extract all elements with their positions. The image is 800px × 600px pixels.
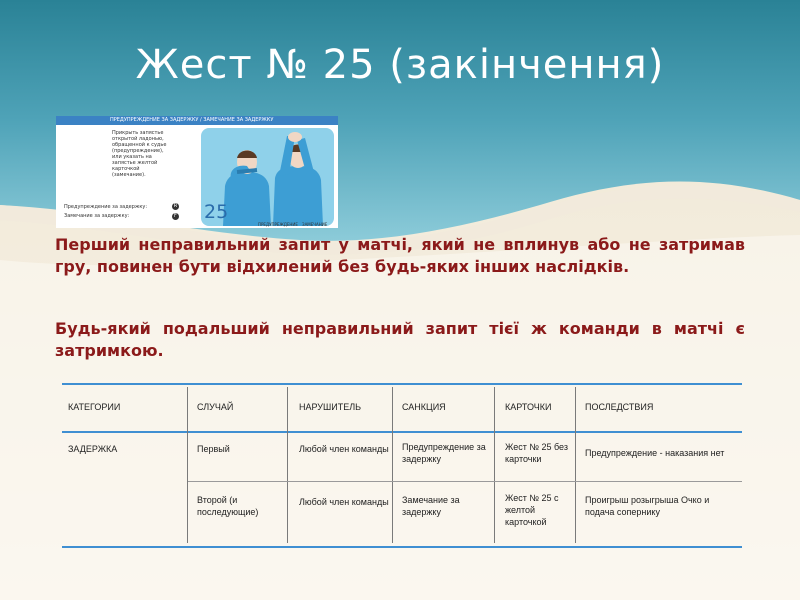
illustration-description: Прикрыть запястье открытой ладонью, обращенной к судье (предупреждение), или указать на запястье желтой карточкой (замечание).: [112, 130, 167, 178]
row2-sanction: Замечание за задержку: [402, 495, 460, 517]
row2-consequences: Проигрыш розыгрыша Очко и подача сопернику: [585, 495, 710, 517]
badge-f: F: [172, 213, 179, 220]
badge-r: R: [173, 203, 178, 209]
category-delay: ЗАДЕРЖКА: [68, 444, 118, 454]
row2-case: Второй (и последующие): [197, 495, 259, 517]
col-divider: [494, 387, 495, 543]
header-cards: КАРТОЧКИ: [505, 402, 552, 412]
header-consequences: ПОСЛЕДСТВИЯ: [585, 402, 654, 412]
row1-case: Первый: [197, 444, 230, 454]
table-bottom-border: [62, 546, 742, 548]
caption-warning: ПРЕДУПРЕЖДЕНИЕ: [258, 222, 298, 227]
col-divider: [287, 387, 288, 543]
illustration-header: ПРЕДУПРЕЖДЕНИЕ ЗА ЗАДЕРЖКУ / ЗАМЕЧАНИЕ ЗА ЗАДЕРЖКУ: [110, 117, 274, 123]
row-divider: [188, 481, 742, 482]
sanctions-table: [62, 383, 742, 548]
col-divider: [575, 387, 576, 543]
header-categories: КАТЕГОРИИ: [68, 402, 121, 412]
row1-offender: Любой член команды: [299, 444, 389, 454]
table-top-border: [62, 383, 742, 385]
paragraph-first-request: Перший неправильний запит у матчі, який не вплинув або не затримав гру, повинен бути відхилений без будь-яких інших наслідків.: [55, 235, 745, 276]
slide-title: Жест № 25 (закінчення): [135, 42, 665, 88]
header-offender: НАРУШИТЕЛЬ: [299, 402, 362, 412]
header-sanction: САНКЦИЯ: [402, 402, 446, 412]
table-header-border: [62, 431, 742, 433]
col-divider: [392, 387, 393, 543]
paragraph-subsequent-request: Будь-який подальший неправильний запит тієї ж команди в матчі є затримкою.: [55, 319, 745, 360]
caption-remark: ЗАМЕЧАНИЕ: [302, 222, 328, 227]
row1-consequences: Предупреждение - наказания нет: [585, 448, 725, 458]
row1-sanction: Предупреждение за задержку: [402, 442, 486, 464]
gesture-number: 25: [204, 201, 229, 223]
col-divider: [187, 387, 188, 543]
illustration-warning-label: Предупреждение за задержку:: [64, 204, 148, 210]
illustration-header-bar: [56, 116, 338, 125]
gesture-illustration: [56, 116, 338, 228]
row2-cards: Жест № 25 с желтой карточкой: [505, 493, 559, 527]
header-case: СЛУЧАЙ: [197, 402, 234, 412]
row2-offender: Любой член команды: [299, 497, 389, 507]
row1-cards: Жест № 25 без карточки: [505, 442, 568, 464]
illustration-remark-label: Замечание за задержку:: [64, 213, 130, 219]
